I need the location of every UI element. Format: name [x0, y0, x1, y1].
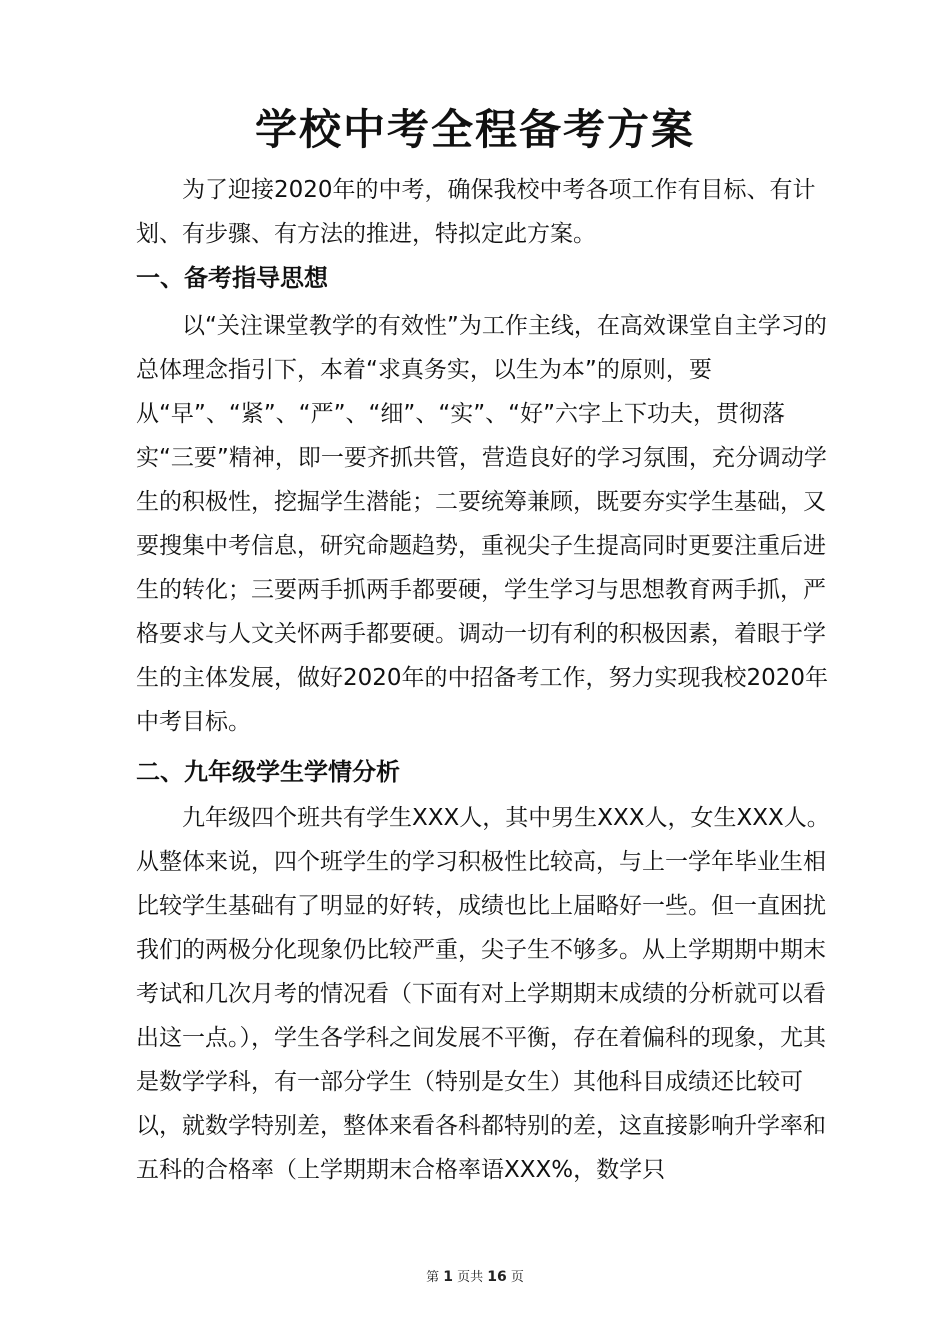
intro-paragraph: 为了迎接2020年的中考，确保我校中考各项工作有目标、有计划、有步骤、有方法的推进，特拟定此方案。: [136, 177, 816, 247]
section-paragraph-guiding-ideology: 以“关注课堂教学的有效性”为工作主线，在高效课堂自主学习的总体理念指引下，本着“求真务实，以生为本”的原则，要从“早”、“紧”、“严”、“细”、“实”、“好”六字上下功夫，贯彻落实“三要”精神，即一要齐抓共管，营造良好的学习氛围，充分调动学生的积极性，挖掘学生潜能；二要统筹兼顾，既要夯实学生基础，又要搜集中考信息，研究命题趋势，重视尖子生提高同时更要注重后进生的转化；三要两手抓两手都要硬，学生学习与思想教育两手抓，严格要求与人文关怀两手都要硬。调动一切有利的积极因素，着眼于学生的主体发展，做好2020年的中招备考工作，努力实现我校2020年中考目标。: [136, 313, 829, 735]
section-heading-guiding-ideology: 一、备考指导思想: [136, 264, 328, 292]
section-paragraph-student-analysis: 九年级四个班共有学生XXX人，其中男生XXX人，女生XXX人。从整体来说，四个班学生的学习积极性比较高，与上一学年毕业生相比较学生基础有了明显的好转，成绩也比上届略好一些。但一直困扰我们的两极分化现象仍比较严重，尖子生不够多。从上学期期中期末考试和几次月考的情况看（下面有对上学期期末成绩的分析就可以看出这一点。），学生各学科之间发展不平衡，存在着偏科的现象，尤其是数学学科，有一部分学生（特别是女生）其他科目成绩还比较可以，就数学特别差，整体来看各科都特别的差，这直接影响升学率和五科的合格率（上学期期末合格率语XXX%，数学只: [136, 805, 830, 1183]
document-title: 学校中考全程备考方案: [254, 105, 695, 154]
footer-prefix: 第: [426, 1270, 440, 1285]
section-heading-student-analysis: 二、九年级学生学情分析: [136, 758, 400, 786]
total-page-count: 16: [487, 1269, 507, 1285]
footer-suffix: 页: [510, 1270, 524, 1285]
page-footer: [0, 1266, 950, 1285]
current-page-number: 1: [443, 1269, 453, 1285]
footer-middle: 页共: [457, 1270, 484, 1285]
